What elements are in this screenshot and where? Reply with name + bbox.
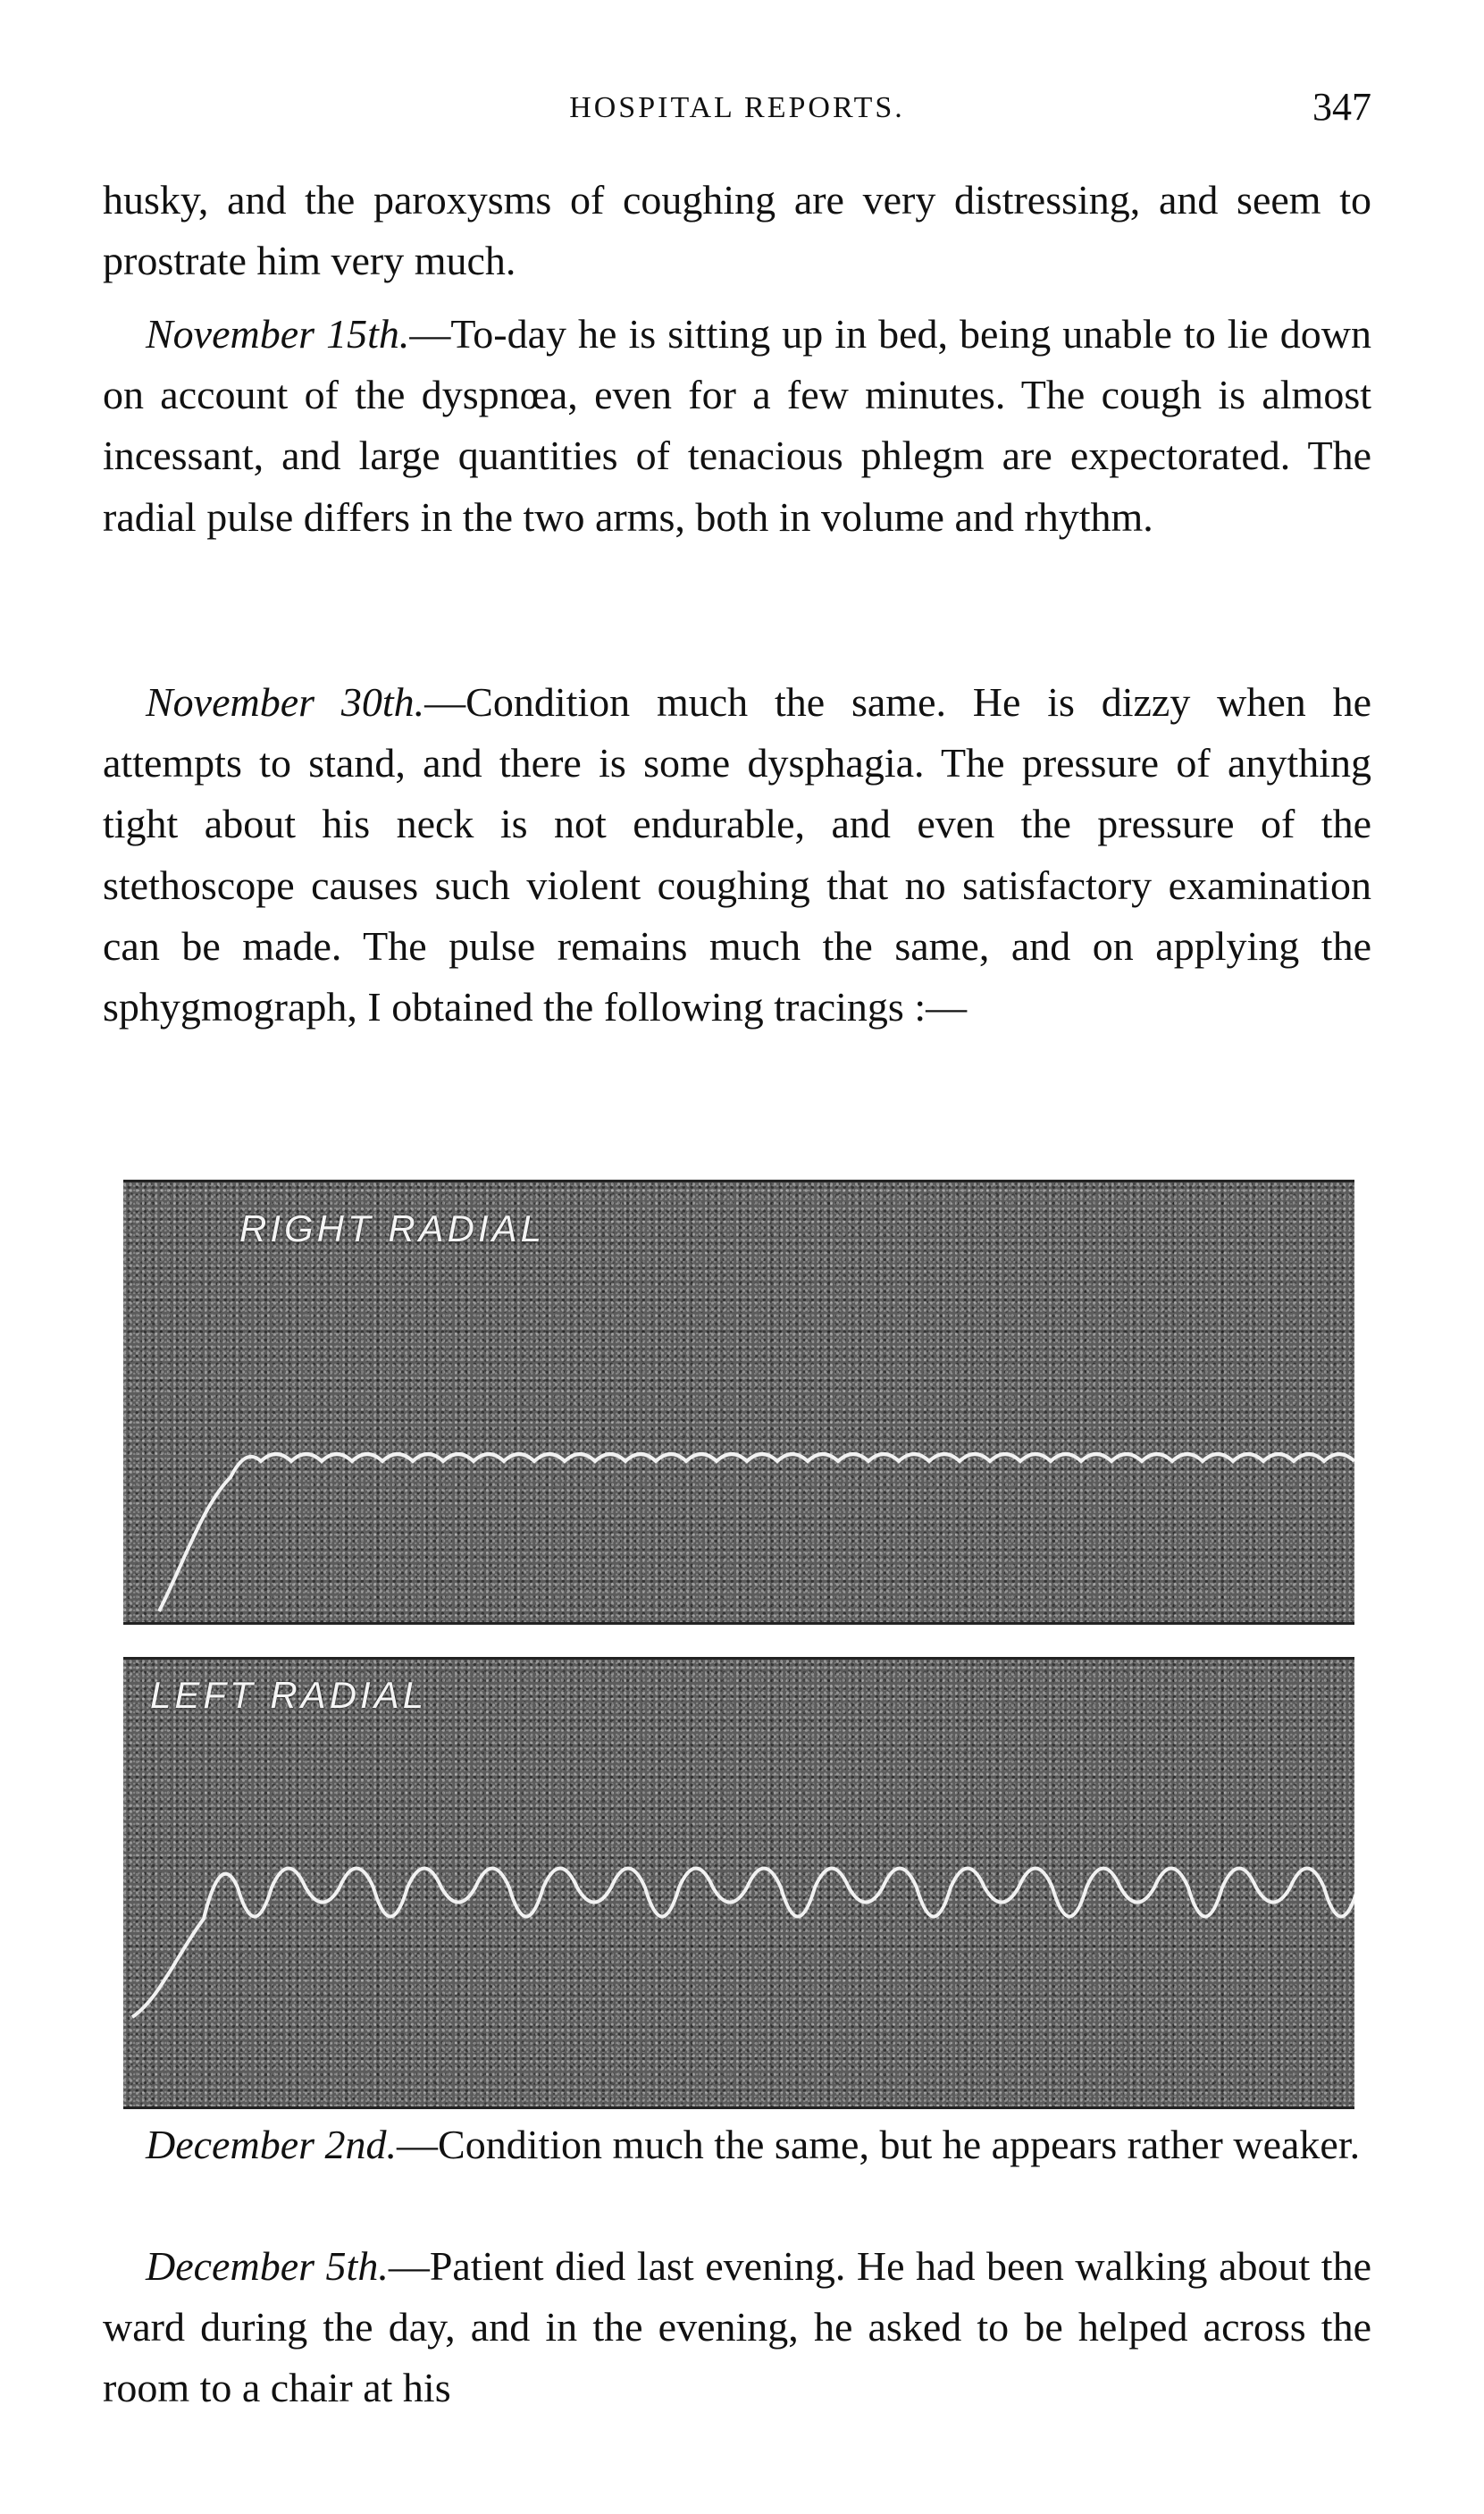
page-header — [103, 82, 1371, 136]
paragraph-nov-15 — [103, 304, 1371, 548]
right-radial-tracing — [123, 1180, 1354, 1625]
paragraph-text: —Condition much the same. He is dizzy when he attempts to stand, and there is some dysphagia. The pressure of anything tight about his neck is not endurable, and even the pressure of the stethoscope causes such violent coughing that no satisfactory examination can be made. The pulse remains much the same, and on applying the sphygmograph, I obtained the following tracings :— — [103, 679, 1371, 1030]
paragraph-text: —Condition much the same, but he appears rather weaker. — [397, 2122, 1361, 2167]
paragraph-dec-2 — [103, 2115, 1371, 2175]
paragraph-text: husky, and the paroxysms of coughing are very distressing, and seem to prostrate him very much. — [103, 177, 1371, 284]
running-title: HOSPITAL REPORTS. — [569, 91, 905, 124]
pulse-trace-line — [132, 1869, 1354, 2018]
entry-date: December 5th. — [146, 2243, 389, 2289]
entry-date: December 2nd. — [146, 2122, 398, 2167]
left-radial-tracing — [123, 1657, 1354, 2109]
paragraph-continuation — [103, 170, 1371, 291]
pulse-trace-line — [159, 1454, 1354, 1611]
right-radial-label: RIGHT RADIAL — [239, 1207, 546, 1249]
paragraph-dec-5 — [103, 2236, 1371, 2419]
entry-date: November 15th. — [146, 311, 410, 357]
paragraph-text: —To-day he is sitting up in bed, being unable to lie down on account of the dyspnœa, even for a few minutes. The cough is almost incessant, and large quantities of tenacious phlegm are expectorated. The radial pulse differs in the two arms, both in volume and rhythm. — [103, 311, 1371, 540]
paragraph-nov-30 — [103, 672, 1371, 1038]
left-radial-label: LEFT RADIAL — [150, 1674, 428, 1716]
page-number: 347 — [1312, 85, 1371, 129]
left-radial-pulse-wave — [123, 1660, 1354, 2106]
paragraph-text: —Patient died last evening. He had been walking about the ward during the day, and in the evening, he asked to be helped across the room to a chair at his — [103, 2243, 1371, 2411]
entry-date: November 30th. — [146, 679, 425, 725]
